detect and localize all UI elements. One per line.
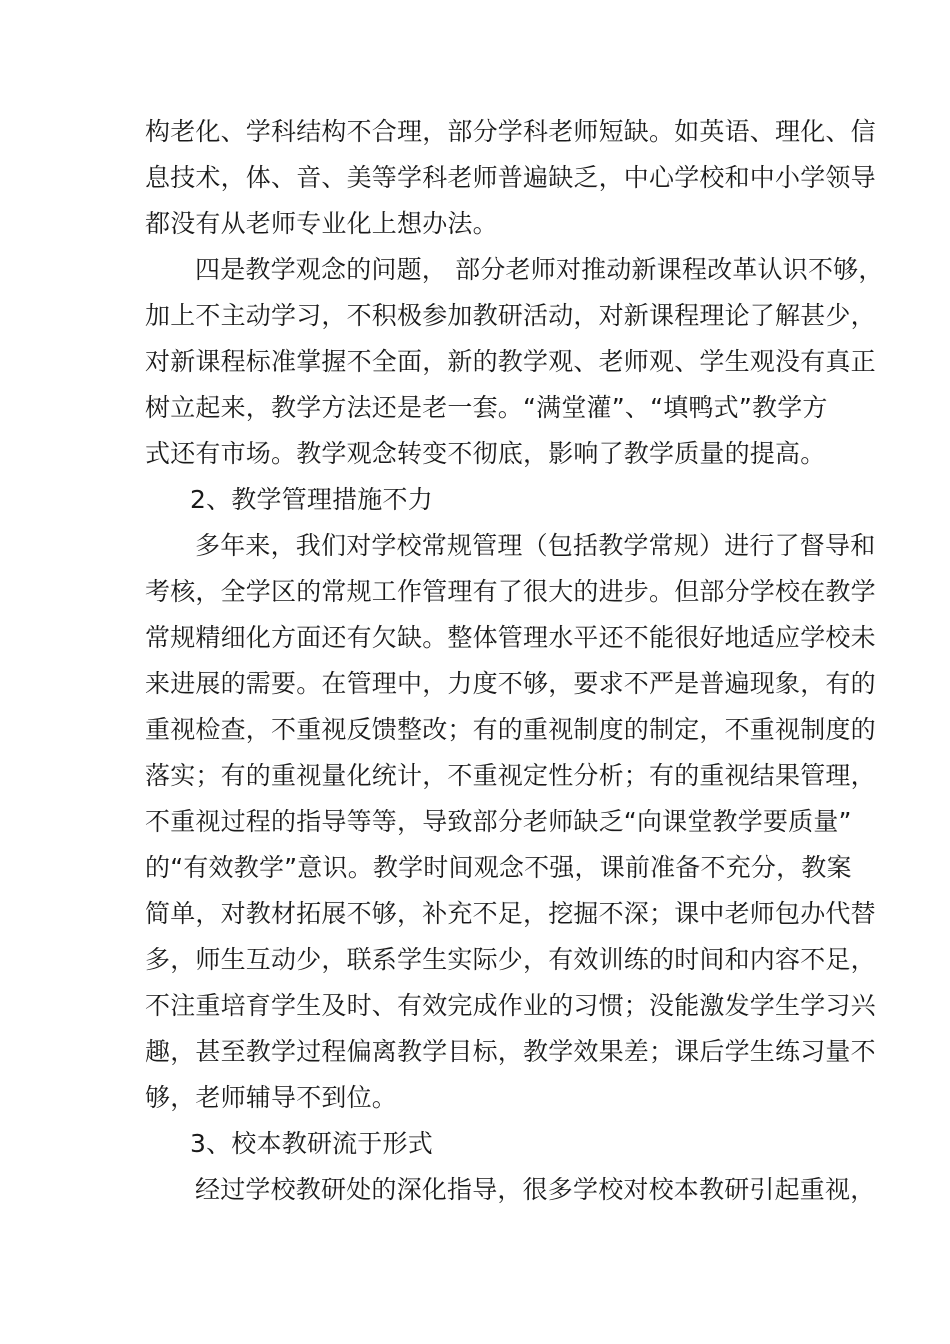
text-line-13: 来进展的需要。在管理中，力度不够，要求不严是普遍现象，有的 — [145, 669, 876, 698]
text-line-1: 构老化、学科结构不合理，部分学科老师短缺。如英语、理化、信 — [145, 117, 876, 146]
paragraph-four-start: 四是教学观念的问题， 部分老师对推动新课程改革认识不够， — [195, 255, 884, 284]
text-line-14: 重视检查，不重视反馈整改；有的重视制度的制定，不重视制度的 — [145, 715, 876, 744]
text-line-6: 对新课程标准掌握不全面，新的教学观、老师观、学生观没有真正 — [145, 347, 876, 376]
text-line-22: 够，老师辅导不到位。 — [145, 1083, 398, 1112]
text-line-19: 多，师生互动少，联系学生实际少，有效训练的时间和内容不足， — [145, 945, 876, 974]
section-heading-3: 3、校本教研流于形式 — [190, 1129, 433, 1158]
text-line-5: 加上不主动学习，不积极参加教研活动，对新课程理论了解甚少， — [145, 301, 876, 330]
text-line-15: 落实；有的重视量化统计，不重视定性分析；有的重视结果管理， — [145, 761, 876, 790]
text-line-2: 息技术，体、音、美等学科老师普遍缺乏，中心学校和中小学领导 — [145, 163, 876, 192]
text-line-12: 常规精细化方面还有欠缺。整体管理水平还不能很好地适应学校未 — [145, 623, 876, 652]
text-line-8: 式还有市场。教学观念转变不彻底，影响了教学质量的提高。 — [145, 439, 826, 468]
text-line-7: 树立起来，教学方法还是老一套。“满堂灌”、“填鸭式”教学方 — [145, 393, 828, 422]
text-line-17: 的“有效教学”意识。教学时间观念不强，课前准备不充分，教案 — [145, 853, 852, 882]
text-line-16: 不重视过程的指导等等，导致部分老师缺乏“向课堂教学要质量” — [145, 807, 852, 836]
text-line-3: 都没有从老师专业化上想办法。 — [145, 209, 498, 238]
text-line-11: 考核，全学区的常规工作管理有了很大的进步。但部分学校在教学 — [145, 577, 876, 606]
paragraph-management-start: 多年来，我们对学校常规管理（包括教学常规）进行了督导和 — [195, 531, 876, 560]
section-heading-2: 2、教学管理措施不力 — [190, 485, 433, 514]
text-line-21: 趣，甚至教学过程偏离教学目标，教学效果差；课后学生练习量不 — [145, 1037, 876, 1066]
text-line-18: 简单，对教材拓展不够，补充不足，挖掘不深；课中老师包办代替 — [145, 899, 876, 928]
paragraph-research-start: 经过学校教研处的深化指导，很多学校对校本教研引起重视， — [195, 1175, 876, 1204]
text-line-20: 不注重培育学生及时、有效完成作业的习惯；没能激发学生学习兴 — [145, 991, 876, 1020]
